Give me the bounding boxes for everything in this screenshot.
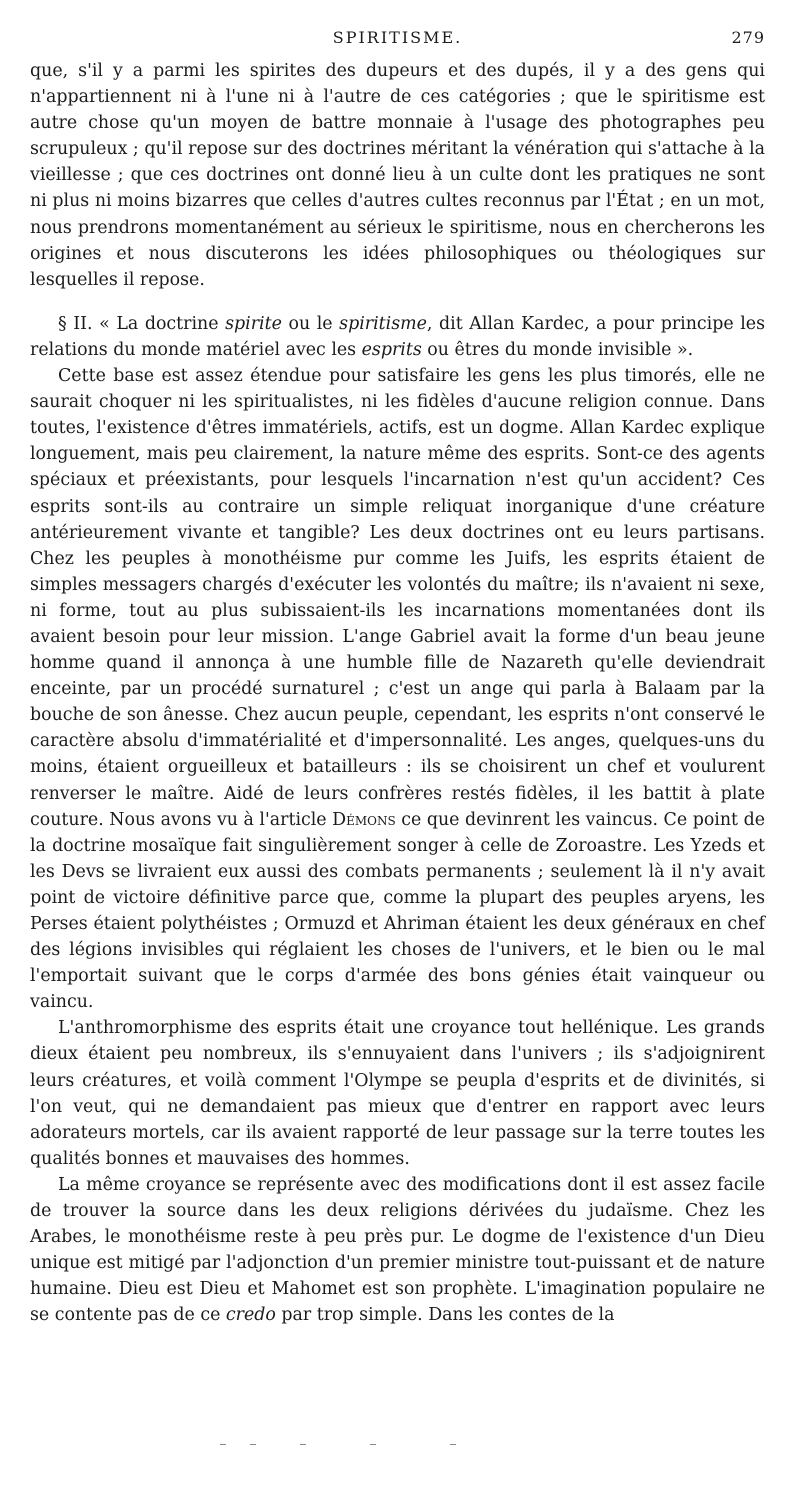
paragraph-text: ce que devinrent les vaincus. Ce point de la doctrine mosaïque fait singulièrement songer à celle de Zoroastre. Les Yzeds et les Devs se livraient eux aussi des combats permanents ; seulement là il n'y avait point de victoire définitive parce que, comme la plupart des peuples aryens, les Perses étaient polythéistes ; Ormuzd et Ahriman étaient les deux généraux en chef des légions invisibles qui réglaient les choses de l'univers, et le bien ou le mal l'emportait suivant que le corps d'armée des bons génies était vainqueur ou vaincu. [30,809,766,1013]
paragraph-text: par trop simple. Dans les contes de la [275,1305,615,1326]
paragraph-1: que, s'il y a parmi les spirites des dupeurs et des dupés, il y a des gens qui n'appartiennent ni à l'une ni à l'autre de ces catégories ; que le spiritisme est autre chose qu'un moyen de battre monnaie à l'usage des photographes peu scrupuleux ; qu'il repose sur des doctrines méritant la vénération qui s'attache à la vieillesse ; que ces doctrines ont donné lieu à un culte dont les pratiques ne sont ni plus ni moins bizarres que celles d'autres cultes reconnus par l'État ; en un mot, nous prendrons momentanément au sérieux le spiritisme, nous en chercherons les origines et nous discuterons les idées philosophiques ou théologiques sur lesquelles il repose. [30,61,765,290]
emphasis-credo: credo [225,1305,276,1326]
scan-specks [220,1444,520,1448]
paragraph-5 [30,1172,765,1329]
paragraph-text: La même croyance se représente avec des modifications dont il est assez facile de trouver la source dans les deux religions dérivées du judaïsme. Chez les Arabes, le monothéisme reste à peu près pur. Le dogme de l'existence d'un Dieu unique est mitigé par l'adjonction d'un premier ministre tout-puissant et de nature humaine. Dieu est Dieu et Mahomet est son prophète. L'imagination populaire ne se contente pas de ce [30,1174,765,1326]
book-page [30,28,765,1329]
section-text: ou êtres du monde invisible ». [421,339,694,360]
speck [370,1444,376,1445]
speck [450,1444,456,1445]
page-header [30,28,765,54]
section-text: ou le [281,313,340,334]
page-number: 279 [731,28,765,47]
emphasis-spirite: spirite [225,313,282,334]
emphasis-spiritisme: spiritisme [339,313,427,334]
paragraph-3 [30,363,765,1015]
speck [220,1444,226,1445]
paragraph-text: Cette base est assez étendue pour satisfaire les gens les plus timorés, elle ne saurait choquer ni les spiritualistes, ni les fidèles d'aucune religion connue. Dans toutes, l'existence d'êtres immatériels, actifs, est un dogme. Allan Kardec explique longuement, mais peu clairement, la nature même des esprits. Sont-ce des agents spéciaux et préexistants, pour lesquels l'incarnation n'est qu'un accident? Ces esprits sont-ils au contraire un simple reliquat inorganique d'une créature antérieurement vivante et tangible? Les deux doctrines ont eu leurs partisans. Chez les peuples à monothéisme pur comme les Juifs, les esprits étaient de simples messagers chargés d'exécuter les volontés du maître; ils n'avaient ni sexe, ni forme, tout au plus subissaient-ils les incarnations momentanées dont ils avaient besoin pour leur mission. L'ange Gabriel avait la forme d'un beau jeune homme quand il annonça à une humble fille de Nazareth qu'elle deviendrait enceinte, par un procédé surnaturel ; c'est un ange qui parla à Balaam par la bouche de son ânesse. Chez aucun peuple, cependant, les esprits n'ont conservé le caractère absolu d'immatérialité et d'impersonnalité. Les anges, quelques-uns du moins, étaient orgueilleux et batailleurs : ils se choisirent un chef et voulurent renverser le maître. Aidé de leurs confrères restés fidèles, il les battit à plate couture. Nous avons vu à l'article [30,366,765,830]
paragraph-4: L'anthromorphisme des esprits était une croyance tout hellénique. Les grands dieux étaient peu nombreux, ils s'ennuyaient dans l'univers ; ils s'adjoignirent leurs créatures, et voilà comment l'Olympe se peupla d'esprits et de divinités, si l'on veut, qui ne demandaient pas mieux que d'entrer en rapport avec leurs adorateurs mortels, car ils avaient rapporté de leur passage sur la terre toutes les qualités bonnes et mauvaises des hommes. [30,1018,765,1169]
section-text: § II. « La doctrine [58,313,226,334]
speck [250,1444,256,1445]
running-head: SPIRITISME. [332,28,463,47]
speck [300,1444,306,1445]
section-text: , dit Allan Kardec, a pour principe les relations du monde matériel avec les [30,313,765,360]
emphasis-esprits: esprits [361,339,422,360]
paragraph-2-section-ii [30,311,765,363]
small-caps-demons: Démons [332,809,396,830]
